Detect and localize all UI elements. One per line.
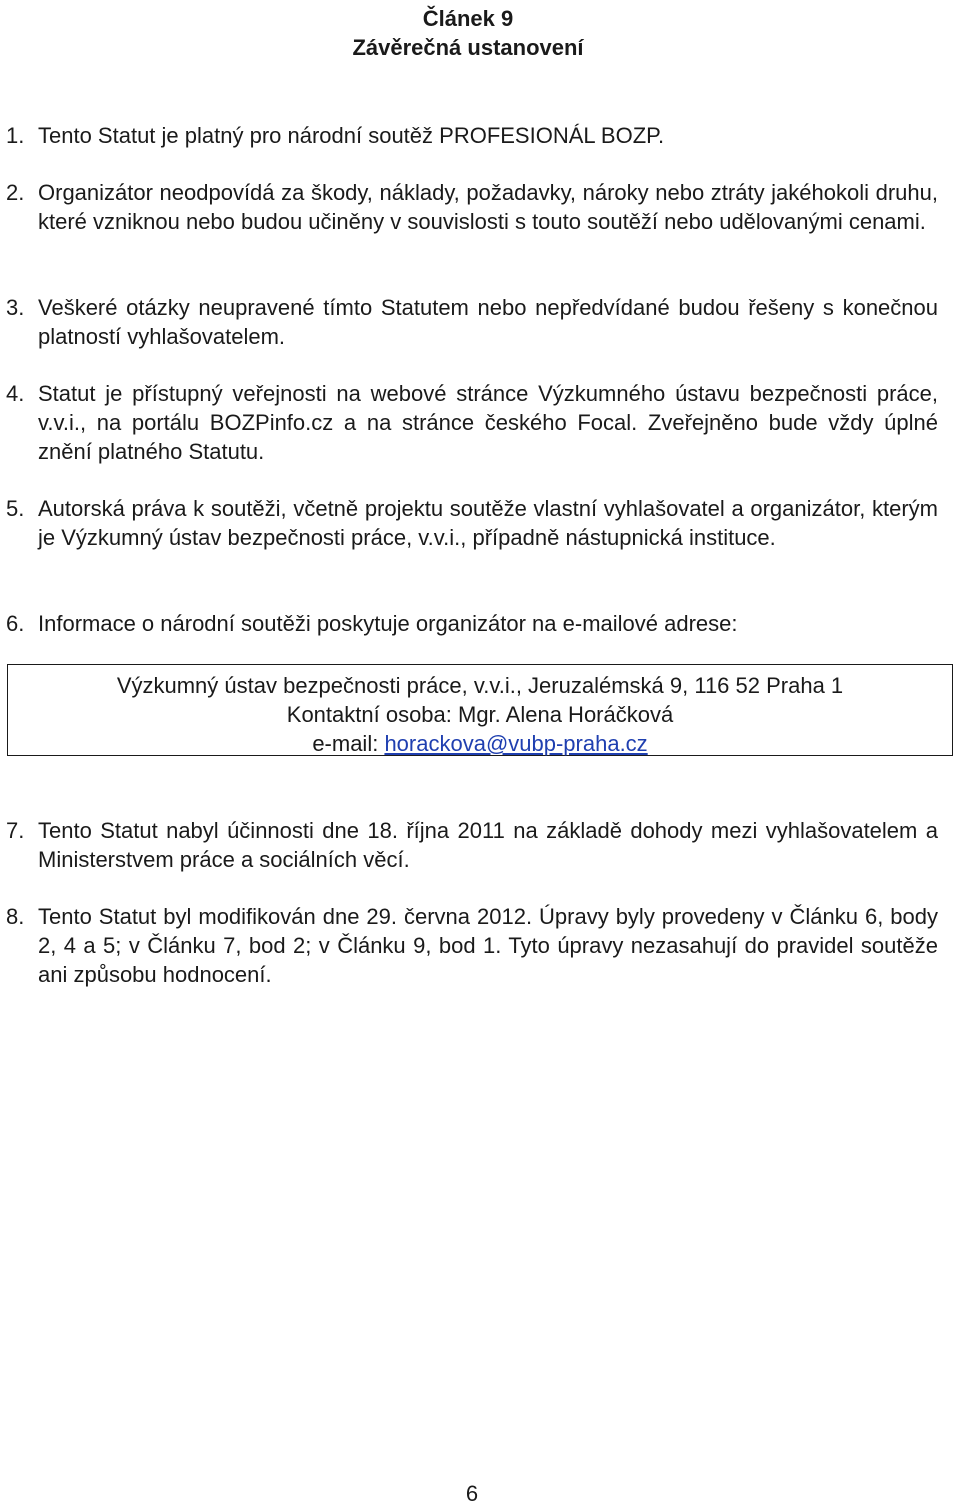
item-text: Informace o národní soutěži poskytuje organizátor na e-mailové adrese:: [38, 611, 738, 636]
email-link[interactable]: horackova@vubp-praha.cz: [384, 731, 648, 756]
item-number: 6.: [6, 611, 25, 636]
list-item: [0, 293, 938, 351]
item-number: 2.: [6, 180, 25, 205]
article-number: Článek 9: [422, 6, 514, 31]
contact-address: Výzkumný ústav bezpečnosti práce, v.v.i., Jeruzalémská 9, 116 52 Praha 1: [116, 673, 844, 698]
list-item: [0, 609, 938, 638]
list-item: [0, 121, 938, 150]
contact-person: Kontaktní osoba: Mgr. Alena Horáčková: [286, 702, 674, 727]
item-number: 7.: [6, 818, 25, 843]
contact-email-label: e-mail:: [312, 731, 385, 756]
item-text: Autorská práva k soutěži, včetně projektu soutěže vlastní vyhlašovatel a organizátor, kterým je Výzkumný ústav bezpečnosti práce, v.v.i., případně nástupnická instituce.: [38, 496, 938, 550]
item-text: Veškeré otázky neupravené tímto Statutem nebo nepředvídané budou řešeny s konečnou platností vyhlašovatelem.: [38, 295, 938, 349]
list-item: [0, 178, 938, 236]
item-text: Tento Statut nabyl účinnosti dne 18. října 2011 na základě dohody mezi vyhlašovatelem a Ministerstvem práce a sociálních věcí.: [38, 818, 938, 872]
page-number: 6: [465, 1481, 479, 1506]
item-number: 1.: [6, 123, 25, 148]
list-item: [0, 379, 938, 466]
contact-email-line: [8, 729, 952, 758]
item-text: Tento Statut byl modifikován dne 29. června 2012. Úpravy byly provedeny v Článku 6, body 2, 4 a 5; v Článku 7, bod 2; v Článku 9, bod 1. Tyto úpravy nezasahují do pravidel soutěže ani způsobu hodnocení.: [38, 904, 938, 987]
item-number: 4.: [6, 381, 25, 406]
item-number: 3.: [6, 295, 25, 320]
item-text: Organizátor neodpovídá za škody, náklady, požadavky, nároky nebo ztráty jakéhokoli druhu, které vzniknou nebo budou učiněny v souvislosti s touto soutěží nebo udělovanými cenami.: [38, 180, 938, 234]
article-title: Závěrečná ustanovení: [352, 35, 584, 60]
list-item: [0, 494, 938, 552]
list-item: [0, 902, 938, 989]
item-number: 5.: [6, 496, 25, 521]
item-text: Tento Statut je platný pro národní soutěž PROFESIONÁL BOZP.: [38, 123, 665, 148]
list-item: [0, 816, 938, 874]
item-number: 8.: [6, 904, 25, 929]
contact-box: [7, 664, 953, 756]
item-text: Statut je přístupný veřejnosti na webové stránce Výzkumného ústavu bezpečnosti práce, v.v.i., na portálu BOZPinfo.cz a na stránce českého Focal. Zveřejněno bude vždy úplné znění platného Statutu.: [38, 381, 938, 464]
